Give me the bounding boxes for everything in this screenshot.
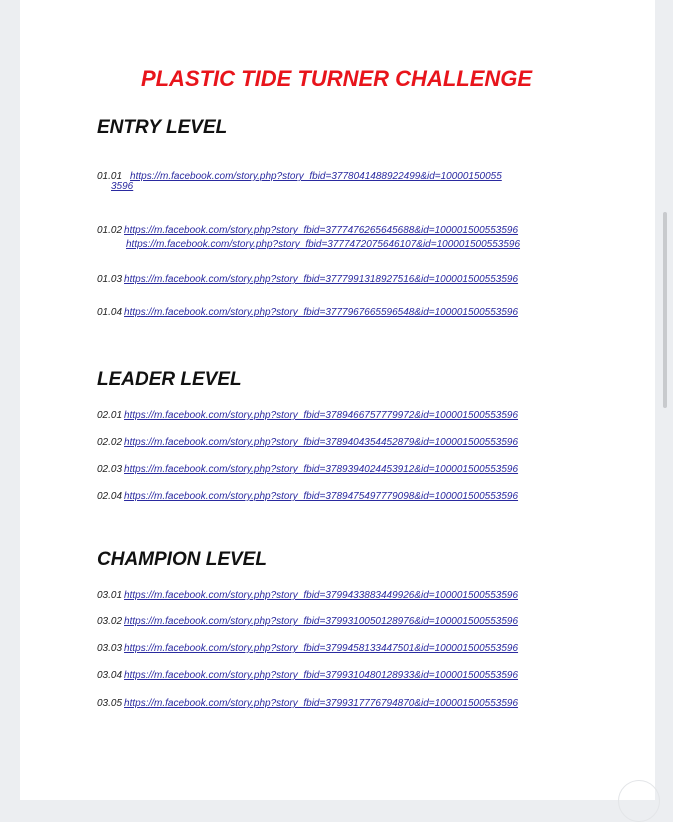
- scrollbar[interactable]: [663, 212, 667, 408]
- link-row: [97, 225, 520, 250]
- item-number: 02.01: [97, 410, 123, 421]
- link-row: [97, 274, 518, 285]
- facebook-story-link[interactable]: https://m.facebook.com/story.php?story_fbid=3789394024453912&id=100001500553596: [124, 464, 519, 475]
- link-row: [97, 464, 518, 475]
- item-number: 01.02: [97, 225, 123, 236]
- item-number: 01.01: [97, 171, 123, 182]
- facebook-story-link[interactable]: https://m.facebook.com/story.php?story_fbid=3789466757779972&id=100001500553596: [124, 410, 519, 421]
- facebook-story-link[interactable]: https://m.facebook.com/story.php?story_fbid=3777476265645688&id=100001500553596: [124, 225, 519, 236]
- link-row: [97, 410, 518, 421]
- item-number: 02.03: [97, 464, 123, 475]
- item-number: 03.05: [97, 698, 123, 709]
- facebook-story-link[interactable]: https://m.facebook.com/story.php?story_fbid=3777472075646107&id=100001500553596: [126, 239, 521, 250]
- link-row: [97, 616, 518, 627]
- facebook-story-link[interactable]: https://m.facebook.com/story.php?story_fbid=3777967665596548&id=100001500553596: [124, 307, 519, 318]
- link-row: [97, 491, 518, 502]
- facebook-story-link[interactable]: https://m.facebook.com/story.php?story_fbid=3799310050128976&id=100001500553596: [124, 616, 519, 627]
- document-title: PLASTIC TIDE TURNER CHALLENGE: [140, 66, 533, 91]
- facebook-story-link[interactable]: https://m.facebook.com/story.php?story_fbid=3777991318927516&id=100001500553596: [124, 274, 519, 285]
- item-number: 01.04: [97, 307, 123, 318]
- facebook-story-link[interactable]: https://m.facebook.com/story.php?story_fbid=3799317776794870&id=100001500553596: [124, 698, 519, 709]
- item-number: 03.04: [97, 670, 123, 681]
- facebook-story-link[interactable]: https://m.facebook.com/story.php?story_fbid=3778041488922499&id=10000150055: [130, 171, 502, 182]
- item-number: 02.04: [97, 491, 123, 502]
- facebook-story-link[interactable]: https://m.facebook.com/story.php?story_fbid=3789475497779098&id=100001500553596: [124, 491, 519, 502]
- item-number: 02.02: [97, 437, 123, 448]
- link-row: [97, 437, 518, 448]
- facebook-story-link[interactable]: https://m.facebook.com/story.php?story_fbid=3789404354452879&id=100001500553596: [124, 437, 519, 448]
- link-row: [97, 698, 518, 709]
- facebook-story-link[interactable]: https://m.facebook.com/story.php?story_fbid=3799458133447501&id=100001500553596: [124, 643, 519, 654]
- link-row: [97, 643, 518, 654]
- item-number: 03.01: [97, 590, 123, 601]
- link-row: [97, 590, 518, 601]
- link-row: [97, 307, 518, 318]
- link-row: [97, 171, 502, 192]
- facebook-story-link[interactable]: https://m.facebook.com/story.php?story_fbid=3799310480128933&id=100001500553596: [124, 670, 519, 681]
- facebook-story-link[interactable]: https://m.facebook.com/story.php?story_fbid=3799433883449926&id=100001500553596: [124, 590, 519, 601]
- section-heading: ENTRY LEVEL: [97, 117, 228, 138]
- section-heading: LEADER LEVEL: [97, 369, 242, 390]
- item-number: 03.03: [97, 643, 123, 654]
- item-number: 01.03: [97, 274, 123, 285]
- link-row: [97, 670, 518, 681]
- item-number: 03.02: [97, 616, 123, 627]
- section-heading: CHAMPION LEVEL: [97, 549, 267, 570]
- facebook-story-link[interactable]: 3596: [111, 181, 134, 192]
- floating-button[interactable]: [618, 780, 660, 822]
